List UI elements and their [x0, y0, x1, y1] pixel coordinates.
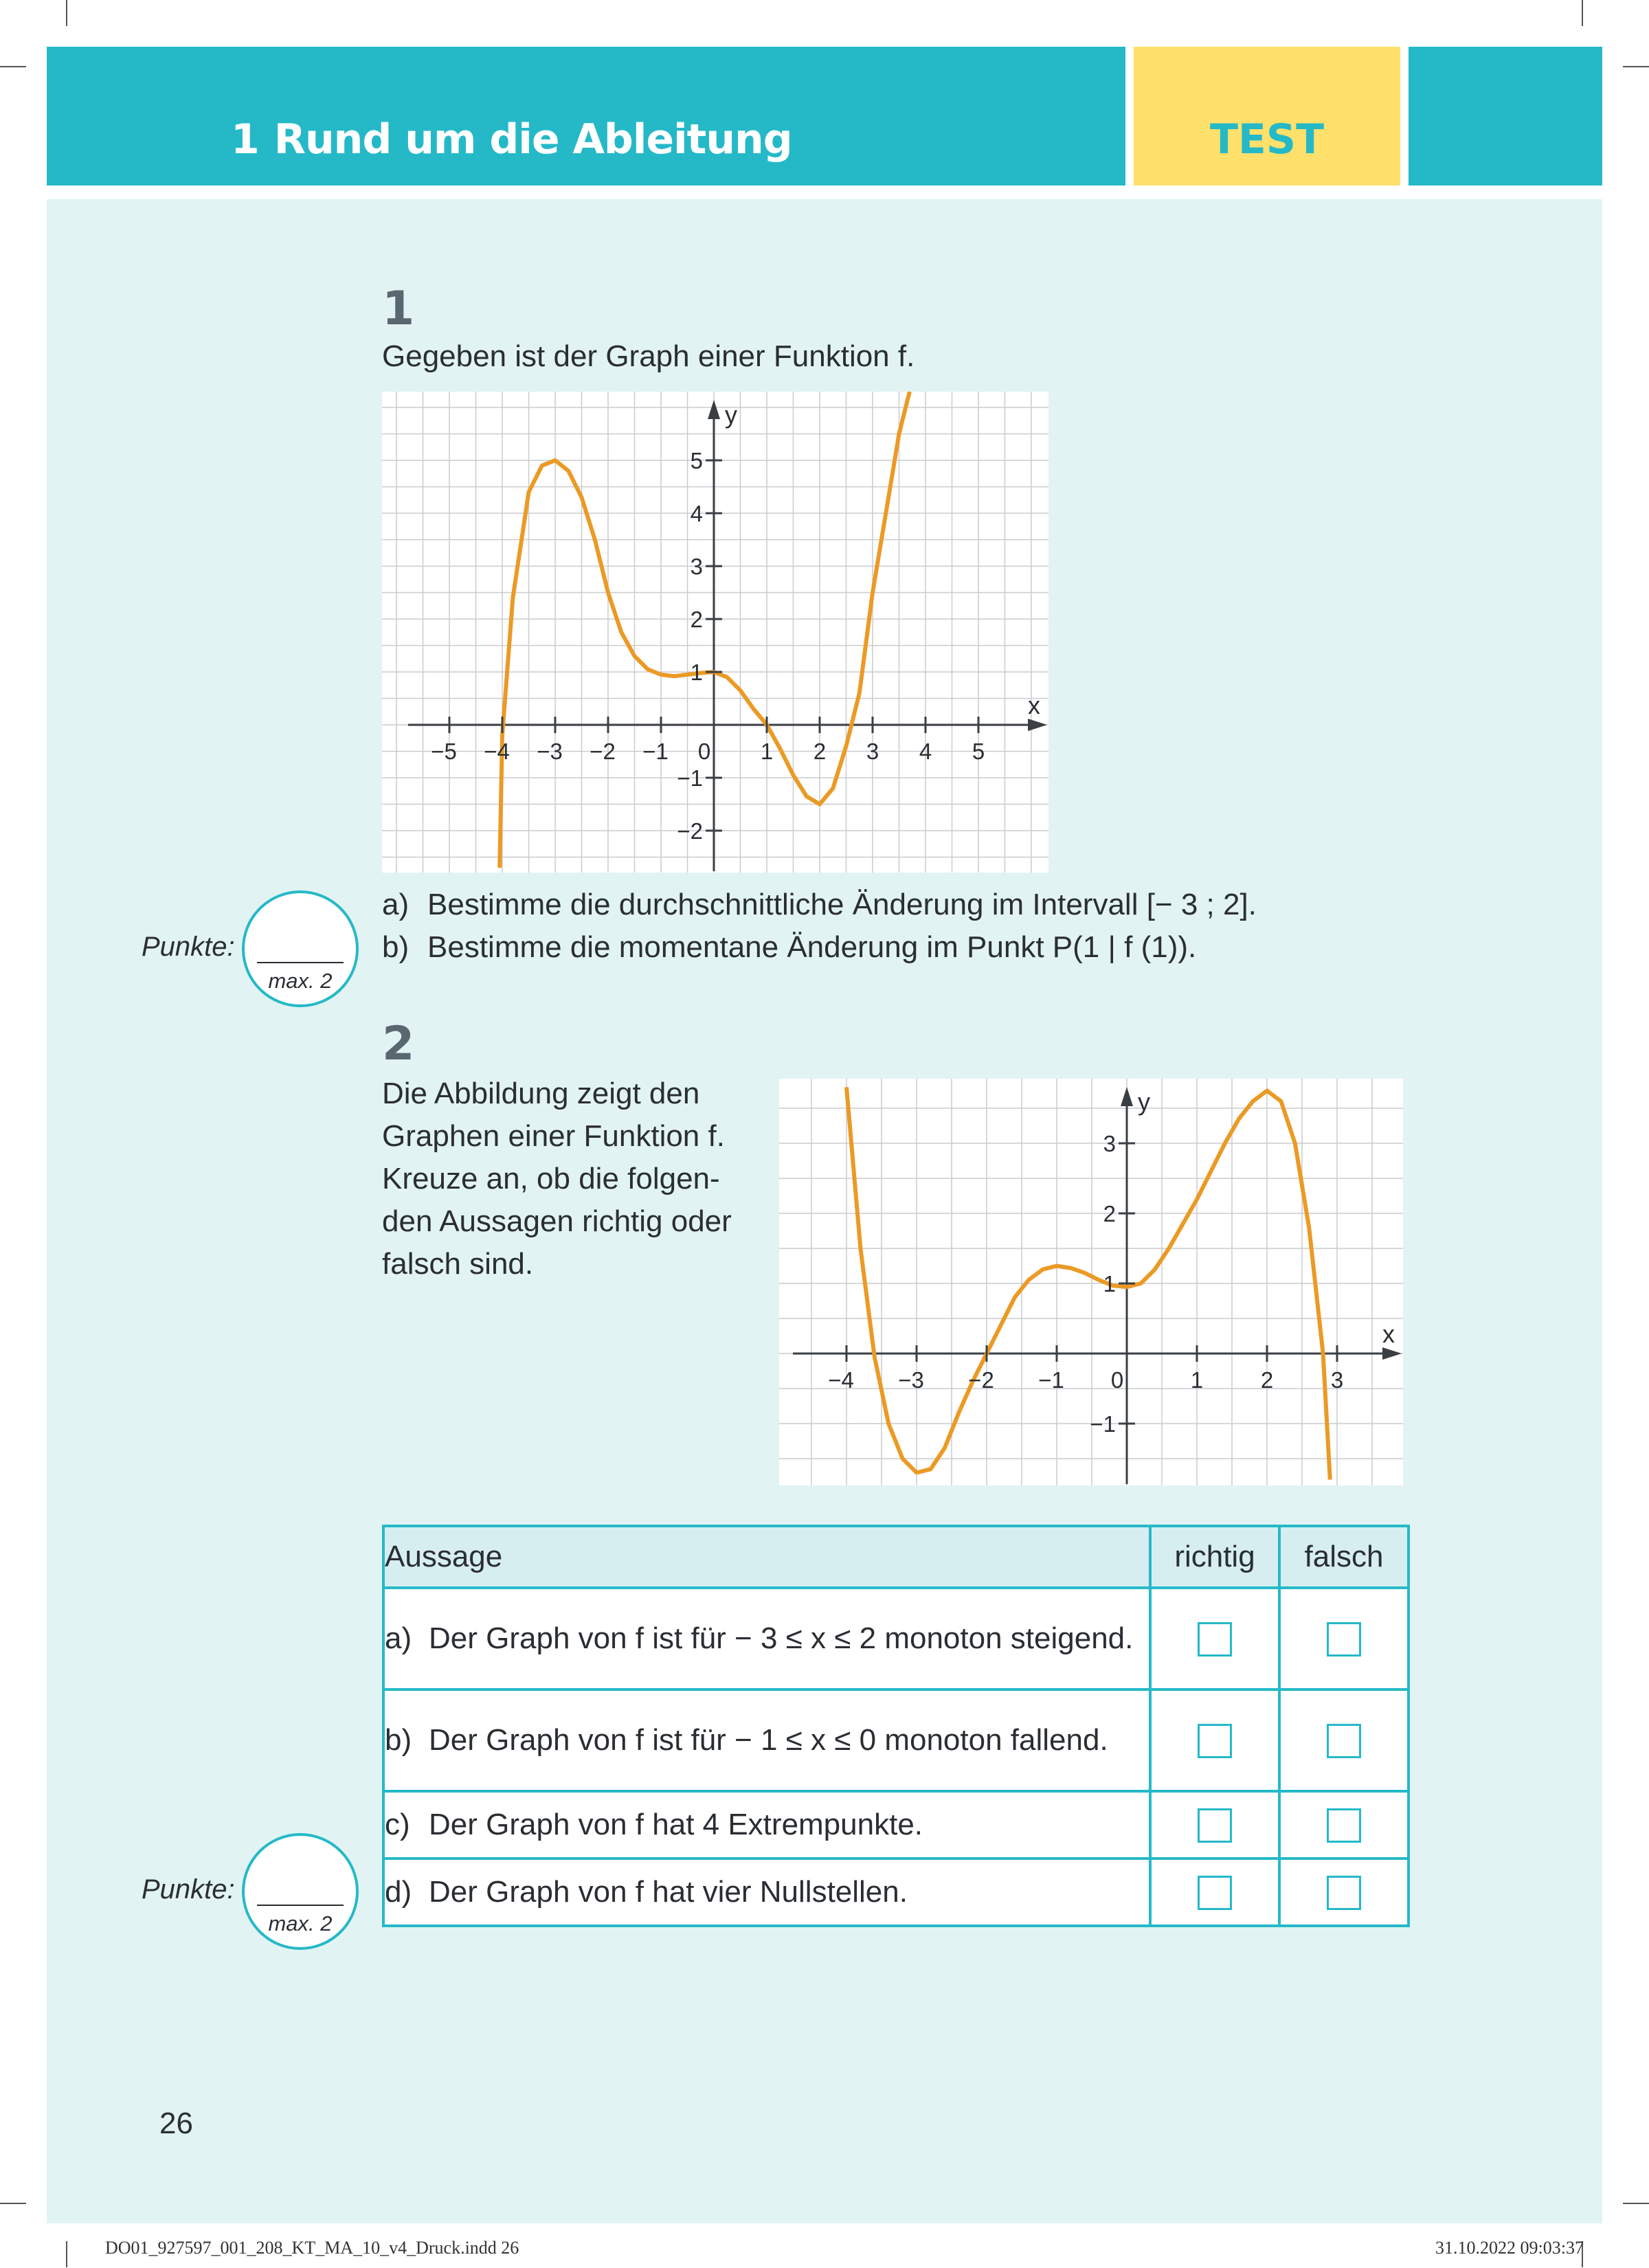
intro-line: falsch sind. — [382, 1247, 534, 1281]
y-tick-label: 2 — [1103, 1201, 1116, 1226]
task-number-1: 1 — [382, 282, 415, 336]
y-tick-label: 1 — [690, 660, 703, 685]
intro-line: den Aussagen richtig oder — [382, 1204, 732, 1238]
table-row — [383, 1588, 1409, 1689]
statement-cell — [383, 1859, 1150, 1926]
x-tick-label: 0 — [1110, 1367, 1124, 1393]
table-header-row — [383, 1526, 1409, 1588]
checkbox-richtig-b[interactable] — [1198, 1724, 1232, 1758]
table-row — [383, 1689, 1409, 1791]
statement-cell — [383, 1791, 1150, 1859]
x-tick-label: 2 — [1260, 1367, 1274, 1393]
task1-item-b — [382, 926, 1196, 969]
checkbox-falsch-c[interactable] — [1327, 1808, 1361, 1843]
checkbox-richtig-c[interactable] — [1198, 1808, 1232, 1843]
x-tick-label: −1 — [642, 739, 669, 764]
statement-text: Der Graph von f ist für − 3 ≤ x ≤ 2 monoton steigend. — [429, 1621, 1134, 1655]
statement-cell — [383, 1588, 1150, 1689]
task1-intro: Gegeben ist der Graph einer Funktion f. — [382, 339, 915, 373]
x-tick-label: 4 — [919, 739, 932, 764]
x-tick-label: 3 — [1330, 1367, 1344, 1393]
x-tick-label: 1 — [760, 739, 774, 764]
header-falsch: falsch — [1279, 1526, 1409, 1588]
header-aussage: Aussage — [383, 1526, 1150, 1588]
task-number-2: 2 — [382, 1017, 415, 1071]
checkbox-richtig-a[interactable] — [1198, 1622, 1232, 1657]
header-richtig: richtig — [1150, 1526, 1279, 1588]
y-tick-label: 5 — [690, 448, 703, 473]
x-tick-label: −2 — [590, 739, 616, 764]
x-tick-label: −5 — [431, 739, 457, 764]
item-label: a) — [382, 888, 410, 921]
item-text: Bestimme die momentane Änderung im Punkt P(1 | f (1)). — [427, 930, 1197, 964]
x-tick-label: 1 — [1190, 1367, 1204, 1393]
table-row — [383, 1791, 1409, 1859]
x-tick-label: −3 — [898, 1367, 924, 1393]
y-axis-label: y — [1138, 1088, 1150, 1116]
score-entry-line — [257, 962, 344, 963]
cell-richtig — [1150, 1791, 1279, 1859]
graph-2 — [779, 1079, 1403, 1485]
cell-falsch — [1279, 1689, 1409, 1791]
graph-1 — [382, 392, 1048, 873]
y-tick-label: 2 — [690, 607, 703, 632]
x-tick-label: −4 — [828, 1367, 854, 1393]
x-tick-label: −3 — [537, 739, 563, 764]
y-axis-label: y — [725, 401, 737, 429]
statements-table — [382, 1525, 1410, 1927]
statement-label: a) — [385, 1621, 412, 1655]
checkbox-richtig-d[interactable] — [1198, 1876, 1232, 1910]
statement-text: Der Graph von f ist für − 1 ≤ x ≤ 0 monoton fallend. — [429, 1723, 1108, 1757]
score-circle-2[interactable] — [242, 1833, 359, 1950]
page-number: 26 — [159, 2107, 193, 2140]
y-tick-label: 3 — [690, 554, 703, 579]
x-tick-label: −2 — [968, 1367, 994, 1393]
statement-label: d) — [385, 1875, 412, 1909]
cell-falsch — [1279, 1859, 1409, 1926]
statement-label: c) — [385, 1808, 410, 1841]
x-tick-label: 3 — [866, 739, 879, 764]
graph-paper — [382, 392, 1048, 873]
statement-text: Der Graph von f hat 4 Extrempunkte. — [429, 1808, 923, 1841]
x-axis-label: x — [1028, 691, 1040, 719]
x-tick-label: 5 — [972, 739, 985, 764]
chapter-title: Rund um die Ableitung — [273, 115, 792, 164]
statement-label: b) — [385, 1723, 412, 1757]
x-tick-label: −4 — [484, 739, 510, 764]
header-band-right — [1409, 47, 1602, 186]
points-label: Punkte: — [142, 1874, 235, 1905]
chapter-number: 1 — [231, 115, 259, 164]
points-label: Punkte: — [142, 932, 235, 962]
statement-text: Der Graph von f hat vier Nullstellen. — [429, 1875, 908, 1909]
cell-falsch — [1279, 1588, 1409, 1689]
x-tick-label: 0 — [697, 739, 711, 764]
y-tick-label: −2 — [677, 818, 703, 844]
cell-richtig — [1150, 1689, 1279, 1791]
y-tick-label: 1 — [1103, 1271, 1116, 1296]
cell-falsch — [1279, 1791, 1409, 1859]
print-footer-date: 31.10.2022 09:03:37 — [1435, 2238, 1584, 2258]
item-text: Bestimme die durchschnittliche Änderung im Intervall [− 3 ; 2]. — [427, 888, 1257, 921]
intro-line: Graphen einer Funktion f. — [382, 1119, 725, 1153]
test-label: TEST — [1209, 115, 1325, 164]
chapter-heading — [231, 115, 792, 164]
y-tick-label: 3 — [1103, 1131, 1116, 1156]
y-tick-label: −1 — [1090, 1411, 1116, 1437]
intro-line: Kreuze an, ob die folgen- — [382, 1162, 720, 1195]
checkbox-falsch-b[interactable] — [1327, 1724, 1361, 1758]
cell-richtig — [1150, 1859, 1279, 1926]
score-max: max. 2 — [268, 1911, 333, 1935]
score-max: max. 2 — [268, 969, 333, 993]
x-tick-label: 2 — [813, 739, 827, 764]
statement-cell — [383, 1689, 1150, 1791]
score-entry-line — [257, 1905, 344, 1906]
item-label: b) — [382, 930, 410, 964]
y-tick-label: −1 — [677, 765, 703, 791]
print-footer-file: DO01_927597_001_208_KT_MA_10_v4_Druck.indd 26 — [105, 2238, 519, 2258]
score-circle-1[interactable] — [242, 890, 359, 1007]
checkbox-falsch-a[interactable] — [1327, 1622, 1361, 1657]
checkbox-falsch-d[interactable] — [1327, 1876, 1361, 1910]
task1-item-a — [382, 884, 1257, 926]
cell-richtig — [1150, 1588, 1279, 1689]
x-tick-label: −1 — [1038, 1367, 1064, 1393]
table-row — [383, 1859, 1409, 1926]
y-tick-label: 4 — [690, 501, 703, 526]
intro-line: Die Abbildung zeigt den — [382, 1077, 700, 1110]
task2-intro — [382, 1073, 767, 1285]
x-axis-label: x — [1382, 1320, 1395, 1348]
